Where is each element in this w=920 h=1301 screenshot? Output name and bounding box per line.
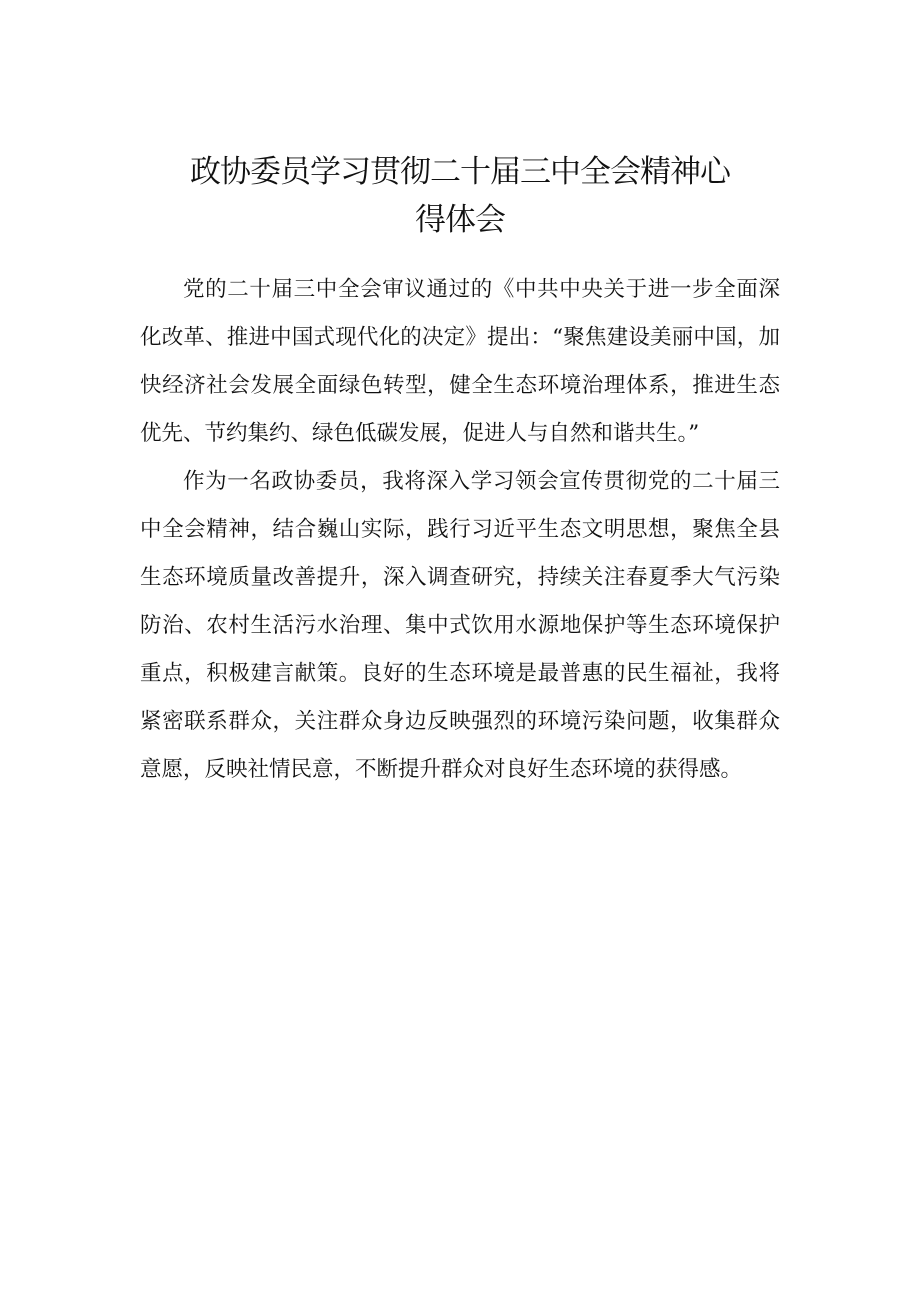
body-paragraph-1: 党的二十届三中全会审议通过的《中共中央关于进一步全面深化改革、推进中国式现代化的决定》提出：“聚焦建设美丽中国，加快经济社会发展全面绿色转型，健全生态环境治理体系，推进生态优先、节约集约、绿色低碳发展，促进人与自然和谐共生。” (140, 277, 780, 446)
title-line-1: 政协委员学习贯彻二十届三中全会精神心 (190, 154, 730, 190)
title-line-2: 得体会 (415, 202, 505, 238)
document-body (140, 266, 780, 794)
document-title (140, 148, 780, 244)
body-paragraph-2: 作为一名政协委员，我将深入学习领会宣传贯彻党的二十届三中全会精神，结合巍山实际，践行习近平生态文明思想，聚焦全县生态环境质量改善提升，深入调查研究，持续关注春夏季大气污染防治、农村生活污水治理、集中式饮用水源地保护等生态环境保护重点，积极建言献策。良好的生态环境是最普惠的民生福祉，我将紧密联系群众，关注群众身边反映强烈的环境污染问题，收集群众意愿，反映社情民意，不断提升群众对良好生态环境的获得感。 (140, 469, 780, 782)
